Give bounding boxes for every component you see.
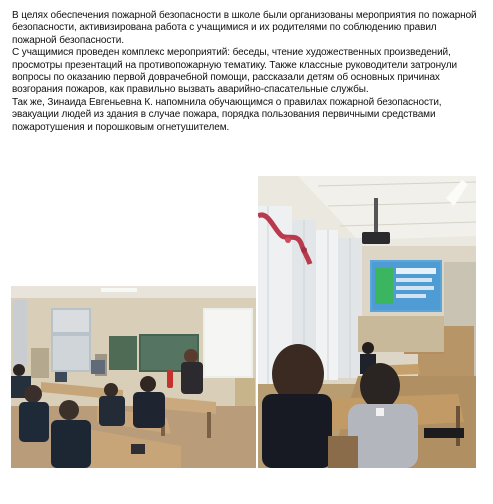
paragraph-2: С учащимися проведен комплекс мероприятий: беседы, чтение художественных произведений, просмотры презентаций на противопожарную тематику. Также классные руководители затронули вопросы по оказанию первой доврачебной помощи, рассказали детям об основных причинах возгорания пожаров, как правильно вызвать аварийно-спасательные службы. bbox=[12, 47, 457, 96]
paragraph-3: Так же, Зинаида Евгеньевна К. напомнила обучающимся о правилах пожарной безопасности, эвакуации людей из здания в случае пожара, порядка пользования первичными средствами пожаротушения и порошковым огнетушителем. bbox=[12, 96, 442, 133]
classroom-lesson-photo bbox=[11, 286, 256, 468]
presentation-projection-photo bbox=[258, 176, 476, 468]
article-text bbox=[12, 10, 482, 134]
paragraph-1: В целях обеспечения пожарной безопасности в школе были организованы мероприятия по пожарной безопасности, активизирована работа с учащимися и их родителями по соблюдению правил пожарной безопасности. bbox=[12, 10, 477, 46]
